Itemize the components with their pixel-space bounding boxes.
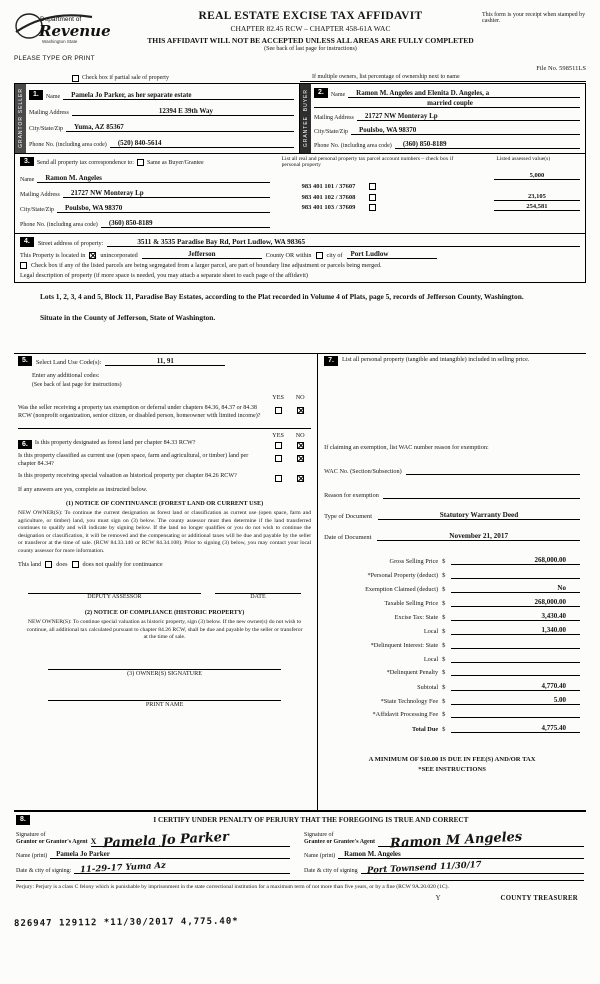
grantor-name-print-label: Name (print) [16,852,48,859]
owners-signature-line[interactable] [48,658,281,670]
unincorporated-checkbox[interactable] [89,252,96,259]
see-back-note: (See back of last page for instructions) [264,46,357,52]
county-field[interactable]: Jefferson [142,250,262,259]
dollar-sign: $ [442,655,446,663]
assessed-value-1[interactable]: 5,000 [494,172,580,180]
subtotal-field[interactable]: 4,770.40 [451,682,580,691]
delinquent-interest-state-field[interactable] [451,641,580,650]
current-use-question: Is this property classified as current use (open space, farm and agricultural, or timber) land per chapter 84.34? [18,453,249,468]
additional-codes-label: Enter any additional codes: [32,371,100,379]
tax-row-delinq-state: *Delinquent Interest: State $ [324,641,580,650]
personal-property-label: List all personal property (tangible and intangible) included in selling price. [342,356,530,363]
delinquent-interest-local-field[interactable] [451,654,580,663]
buyer-csz-label: City/State/Zip [314,128,348,135]
logo-revenue-text: Revenue [39,22,111,40]
page-title: REAL ESTATE EXCISE TAX AFFIDAVIT [198,10,423,22]
seller-csz-label: City/State/Zip [29,125,63,132]
section-8-number: 8. [16,815,30,825]
grantee-signature-field[interactable] [378,829,584,852]
land-use-label: Select Land Use Code(s): [35,358,102,366]
parcel-personal-checkbox-2[interactable] [369,194,376,201]
tax-column [317,354,586,810]
same-as-buyer-label: Same as Buyer/Grantee [146,160,204,167]
grantor-sig-label: Signature of Grantor or Grantor's Agent [16,831,88,846]
exemption-yes-checkbox[interactable] [275,407,282,414]
party-top-notes [14,74,586,82]
tax-row-gross: Gross Selling Price $ 268,000.00 [324,556,580,565]
dollar-sign: $ [442,642,446,649]
cashier-stamp: 826947 129112 *11/30/2017 4,775.40* [13,916,239,929]
see-back-note-2: (See back of last page for instructions) [32,381,122,388]
dollar-sign: $ [442,585,446,593]
if-yes-note: If any answers are yes, complete as instructed below. [18,487,148,494]
minimum-fee-note [324,755,580,775]
grantor-name-print-field[interactable]: Pamela Jo Parker [50,850,290,859]
located-in-label: This Property is located in [20,252,86,260]
exemption-wac-note: If claiming an exemption, list WAC number reason for exemption: [324,443,489,451]
city-checkbox[interactable] [316,252,323,259]
parcel-personal-checkbox-3[interactable] [369,204,376,211]
personal-property-field[interactable] [451,570,580,579]
grantor-signature-block [16,829,300,874]
tax-row-delinq-penalty: *Delinquent Penalty $ [324,668,580,677]
section-3-number: 3. [20,157,34,167]
revenue-logo-icon [14,10,132,46]
forest-land-question: Is this property designated as forest land per chapter 84.33 RCW? [34,439,196,446]
street-address-field[interactable]: 3511 & 3535 Paradise Bay Rd, Port Ludlow, WA 98365 [107,238,580,247]
file-number: File No. 598511LS [536,65,586,72]
current-use-yes-checkbox[interactable] [275,455,282,462]
corr-phone-field[interactable]: (360) 850-8189 [101,219,270,228]
excise-state-field[interactable]: 3,430.40 [451,612,580,621]
no-label-6: NO [295,431,305,439]
seller-side-label: SELLER [17,88,24,114]
grantor-signature: Pamela Jo Parker [102,829,229,851]
perjury-statement: Perjury: Perjury is a class C felony which is punishable by imprisonment in the state correctional institution for a maximum term of not more than five years, or by a fine (RCW 9A.20.020 (1C). [16,880,584,891]
reason-exemption-label: Reason for exemption [324,491,379,499]
corr-phone-label: Phone No. (including area code) [20,222,98,229]
middle-columns [14,353,586,811]
delinquent-penalty-field[interactable] [451,668,580,677]
assessed-value-3[interactable]: 254,581 [494,203,580,211]
grantee-signature: Ramon M Angeles [389,829,523,852]
tax-row-total: Total Due $ 4,775.40 [324,724,580,733]
certification-section [14,811,586,902]
land-use-codes-field[interactable]: 11, 91 [105,357,225,366]
buyer-side-label: BUYER [302,89,309,112]
correspondence-section [14,154,586,235]
state-technology-fee-field[interactable]: 5.00 [451,696,580,705]
tax-row-excise-state: Excise Tax: State $ 3,430.40 [324,612,580,621]
section-6-number: 6. [18,440,32,450]
notice-continuance-title: (1) NOTICE OF CONTINUANCE (FOREST LAND OR CURRENT USE) [65,500,264,508]
grantor-side-label: GRANTOR [17,116,24,149]
legal-paragraph-2: Situate in the County of Jefferson, State of Washington. [40,312,216,322]
tax-row-subtotal: Subtotal $ 4,770.40 [324,682,580,691]
assessed-value-2[interactable]: 23,105 [494,193,580,201]
exemption-claimed-field[interactable]: No [451,584,580,593]
buyer-csz-field[interactable]: Poulsbo, WA 98370 [351,126,580,135]
seller-mailing-field[interactable]: 12394 E 39th Way [72,107,294,116]
seller-section [14,83,300,154]
logo-state-text: Washington State [42,39,78,44]
tax-row-taxable: Taxable Selling Price $ 268,000.00 [324,598,580,607]
grantee-signature-block [300,829,584,874]
left-column [14,354,317,810]
seller-phone-field[interactable]: (520) 840-5614 [110,139,294,148]
notice-compliance-title: (2) NOTICE OF COMPLIANCE (HISTORIC PROPERTY) [84,609,245,617]
dollar-sign: $ [442,711,446,719]
grantee-name-print-field[interactable]: Ramon M. Angeles [338,850,584,859]
buyer-phone-label: Phone No. (including area code) [314,142,392,149]
tax-row-excise-local: Local $ 1,340.00 [324,626,580,635]
logo-dept-text: Department of [40,16,82,23]
land-does-not-checkbox[interactable] [72,561,79,568]
buyer-side-bar [300,84,311,153]
tax-row-tech-fee: *State Technology Fee $ 5.00 [324,696,580,705]
buyer-mailing-label: Mailing Address [314,114,354,121]
city-field[interactable]: Port Ludlow [347,250,437,259]
grantee-date-city-field[interactable]: Port Townsend 11/30/17 [361,862,584,874]
partial-sale-checkbox[interactable] [72,75,79,82]
total-due-field[interactable]: 4,775.40 [451,724,580,733]
tax-row-exemption: Exemption Claimed (deduct) $ No [324,584,580,593]
chapter-subtitle: CHAPTER 82.45 RCW – CHAPTER 458-61A WAC [230,24,391,33]
legal-description-label: Legal description of property (if more space is needed, you may attach a separate sheet to each page of the affidavit) [20,272,308,280]
please-type-note: PLEASE TYPE OR PRINT [14,55,95,62]
buyer-name-field-line2[interactable]: married couple [314,99,580,108]
grantee-side-label: GRANTEE [302,116,309,148]
current-use-no-checkbox[interactable] [297,455,304,462]
city-of-label: city of [326,252,343,260]
assessed-values-header: Listed assessed value(s) [496,155,551,162]
grantor-date-city-field[interactable]: 11-29-17 Yuma Az [74,862,290,874]
seller-name-field[interactable]: Pamela Jo Parker, as her separate estate [63,91,294,100]
wac-number-field[interactable] [406,467,580,475]
dollar-sign: $ [442,725,446,733]
corr-mailing-label: Mailing Address [20,192,60,199]
reason-exemption-field[interactable] [383,491,580,499]
taxable-selling-price-field[interactable]: 268,000.00 [451,598,580,607]
unincorporated-label: unincorporated [100,252,138,260]
county-treasurer-label: COUNTY TREASURER [500,894,578,902]
designation-section [18,428,311,708]
minimum-fee-line2: *SEE INSTRUCTIONS [418,765,486,773]
corr-name-label: Name [20,177,35,184]
notice-continuance-body: NEW OWNER(S): To continue the current designation as forest land or classification as current use (open space, farm and agriculture, or timber) land, you must sign on (3) below. The county assessor must then determine if the land transferred continues to qualify and will indicate by signing below. If the land no longer qualifies or you do not wish to continue the designation or classification, it will be removed and the compensating or additional taxes will be due and payable by the seller or transferor at the time of sale. (RCW 84.33.140 or RCW 84.34.108). Prior to signing (3) below, you may contact your local county assessor for more information. [18,510,312,554]
deputy-date-line[interactable] [215,584,301,594]
print-name-label: PRINT NAME [145,700,184,708]
parcel-number-3[interactable]: 983 401 103 / 37609 [301,204,356,212]
treasurer-row [16,895,584,902]
doc-type-label: Type of Document [324,512,372,520]
grantor-signature-field[interactable] [90,829,290,851]
tax-row-delinq-local: Local $ [324,654,580,663]
section-5-number: 5. [18,356,32,366]
county-or-label: County OR within [265,252,312,260]
dollar-sign: $ [442,557,446,565]
tax-row-processing-fee: *Affidavit Processing Fee $ [324,710,580,719]
deputy-assessor-signature-line[interactable] [28,584,201,594]
deputy-date-label: DATE [250,594,266,601]
yes-label-6: YES [272,431,284,439]
legal-paragraph-1: Lots 1, 2, 3, 4 and 5, Block 11, Paradise Bay Estates, according to the Plat recorded in Volume 4 of Plats, page 5, records of Jefferson County, Washington. [40,292,524,302]
form-header [14,10,586,62]
grantee-name-print-label: Name (print) [304,852,336,859]
section-7-number: 7. [324,356,338,366]
buyer-name-field[interactable]: Ramon M. Angeles and Elenita D. Angeles, a [348,89,580,98]
parcel-number-2[interactable]: 983 401 102 / 37608 [301,193,356,201]
tax-table [324,551,580,733]
historic-question: Is this property receiving special valuation as historical property per chapter 84.26 RCW? [18,473,237,480]
seller-csz-field[interactable]: Yuma, AZ 85367 [66,123,294,132]
grantee-sig-label: Signature of Grantee or Grantee's Agent [304,831,376,846]
dollar-sign: $ [442,571,446,579]
certify-statement: I CERTIFY UNDER PENALTY OF PERJURY THAT THE FOREGOING IS TRUE AND CORRECT [153,815,469,824]
exemption-question: Was the seller receiving a property tax exemption or deferral under chapters 84.36, 84.37 or 84.38 RCW (nonprofit organization, senior citizen, or disabled person, homeowner with limited income)? [18,404,261,419]
historic-yes-checkbox[interactable] [275,475,282,482]
print-name-line[interactable] [48,689,281,701]
wac-number-label: WAC No. (Section/Subsection) [324,467,402,475]
grantee-date-city-label: Date & city of signing [304,867,358,874]
send-correspondence-label: Send all property tax correspondence to: [36,160,134,167]
agency-logo [14,10,139,62]
forest-yes-checkbox[interactable] [275,442,282,449]
dollar-sign: $ [442,628,446,636]
title-block [139,10,482,52]
y-mark: Y [435,894,441,902]
tax-row-personal: *Personal Property (deduct) $ [324,570,580,579]
segregated-note: Check box if any of the listed parcels are being segregated from a larger parcel, are part of boundary line adjustment or parcels being merged. [31,262,382,270]
property-section [14,234,586,283]
notice-compliance-body: NEW OWNER(S): To continue special valuation as historic property, sign (3) below. If the new owner(s) do not wish to continue, all additional tax calculated pursuant to chapter 84.26 RCW, shall be due and payable by the seller or transferor at the time of sale. [26,619,303,641]
corr-csz-label: City/State/Zip [20,207,54,214]
legal-description [14,283,586,323]
does-not-label: does not qualify for continuance [82,561,163,569]
exemption-no-checkbox[interactable] [297,407,304,414]
deputy-assessor-label: DEPUTY ASSESSOR [87,594,142,601]
corr-name-field[interactable]: Ramon M. Angeles [37,174,269,183]
parties-section [14,83,586,154]
dollar-sign: $ [442,614,446,622]
section-4-number: 4. [20,237,34,247]
yes-no-header-5 [18,394,311,401]
owners-signature-label: (3) OWNER(S) SIGNATURE [127,669,203,677]
gross-selling-price-field[interactable]: 268,000.00 [451,556,580,565]
dollar-sign: $ [442,683,446,691]
dollar-sign: $ [442,697,446,705]
seller-mailing-label: Mailing Address [29,109,69,116]
seller-phone-label: Phone No. (including area code) [29,141,107,148]
this-land-label: This land [18,561,42,569]
doc-date-field[interactable]: November 21, 2017 [377,532,580,541]
receipt-note: This form is your receipt when stamped by cashier. [482,12,586,24]
buyer-mailing-field[interactable]: 21727 NW Monteray Lp [357,112,580,121]
dollar-sign: $ [442,669,446,677]
seller-name-label: Name [45,93,61,100]
buyer-phone-field[interactable]: (360) 850-8189 [395,140,580,149]
corr-csz-field[interactable]: Poulsbo, WA 98370 [57,204,270,213]
section-2-number: 2. [314,88,328,98]
dollar-sign: $ [442,599,446,607]
corr-mailing-field[interactable]: 21727 NW Monteray Lp [63,189,270,198]
does-label: does [56,561,68,569]
street-address-label: Street address of property: [37,240,104,248]
yes-label: YES [272,393,284,401]
land-does-checkbox[interactable] [45,561,52,568]
doc-type-field[interactable]: Statutory Warranty Deed [378,511,580,520]
yes-no-header-6 [18,432,311,439]
buyer-section [300,83,586,154]
parcel-numbers-header: List all real and personal property tax parcel account numbers – check box if personal property [281,155,454,169]
historic-no-checkbox[interactable] [297,475,304,482]
section-1-number: 1. [29,90,43,100]
warning-line: THIS AFFIDAVIT WILL NOT BE ACCEPTED UNLESS ALL AREAS ARE FULLY COMPLETED [147,36,474,45]
x-mark: X [90,836,97,846]
doc-date-label: Date of Document [324,533,372,541]
affidavit-processing-fee-field[interactable] [451,710,580,719]
no-label: NO [295,393,305,401]
same-as-buyer-checkbox[interactable] [137,159,144,166]
excise-local-field[interactable]: 1,340.00 [451,626,580,635]
forest-no-checkbox[interactable] [297,442,304,449]
segregated-checkbox[interactable] [20,262,27,269]
parcel-personal-checkbox-1[interactable] [369,183,376,190]
grantor-date-city-label: Date & city of signing: [16,867,72,874]
buyer-name-label: Name [330,91,346,98]
parcel-number-1[interactable]: 983 401 101 / 37607 [301,183,356,191]
minimum-fee-line1: A MINIMUM OF $10.00 IS DUE IN FEE(S) AND/OR TAX [368,755,536,763]
partial-sale-note: Check box if partial sale of property [82,75,169,81]
seller-side-bar [15,84,26,153]
multiple-owners-note: If multiple owners, list percentage of ownership next to name [312,74,460,80]
